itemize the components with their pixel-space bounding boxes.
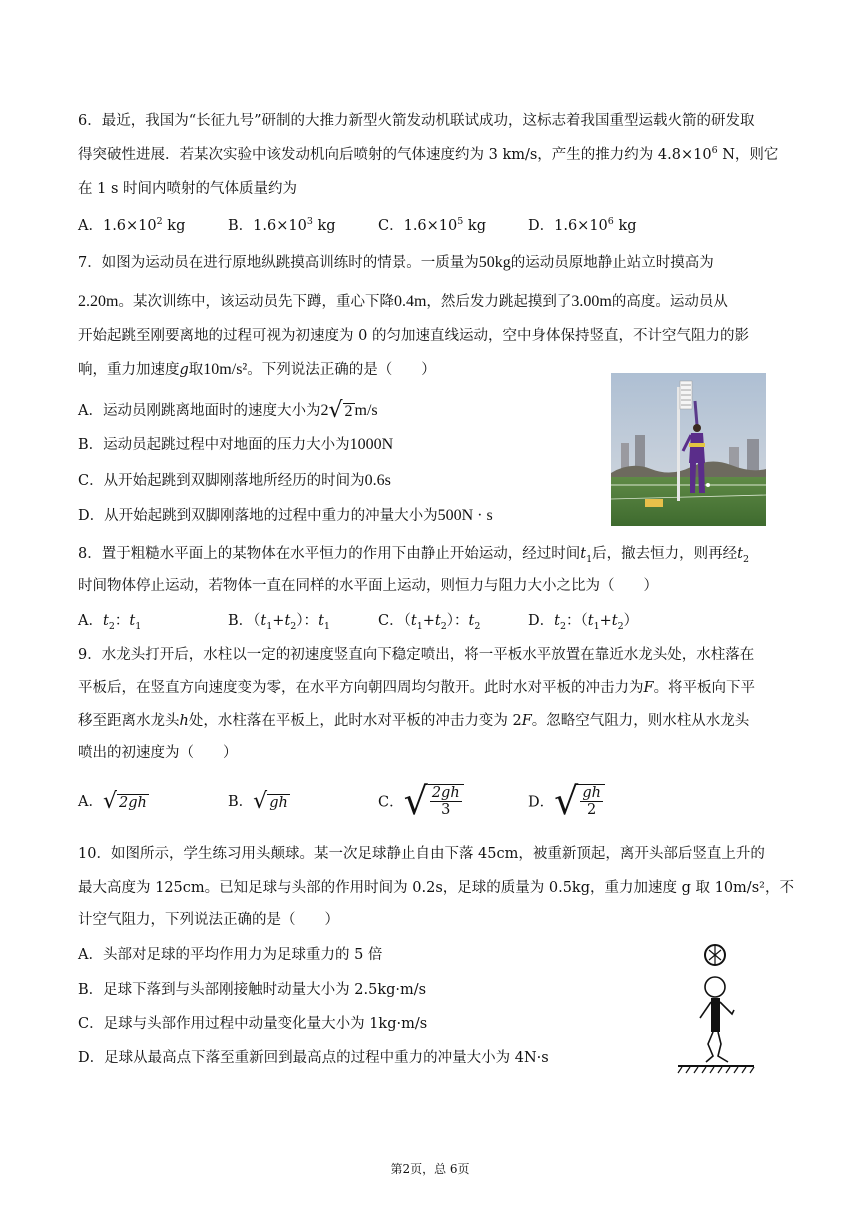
q6-option-a: A．$1.6\times 10^2$ kg (78, 216, 186, 234)
q7-line2: 2.20m。某次训练中，该运动员先下蹲，重心下降0.4m，然后发力跳起摸到了3.00m的高度。运动员从 (78, 293, 728, 310)
q7-option-c: C．从开始起跳到双脚刚落地所经历的时间为0.6s (78, 472, 391, 489)
q6-line2: 得突破性进展．若某次实验中该发动机向后喷射的气体速度约为 3 km/s，产生的推力约为 $4.8\times 10^6$ N，则它 (78, 145, 779, 163)
q10-line3: 计空气阻力，下列说法正确的是（ ） (78, 912, 339, 928)
q8-option-b: B．$(t_1+t_2)$：$t_1$ (228, 613, 330, 632)
q6-option-c: C．$1.6\times 10^5$ kg (378, 216, 486, 234)
q9-option-b: B．√ gh (228, 789, 288, 814)
q9-line1: 9．水龙头打开后，水柱以一定的初速度竖直向下稳定喷出，将一平板水平放置在靠近水龙头处，水柱落在 (78, 647, 755, 663)
q9-option-d: D．√ $\frac{gh}{2}$ (528, 782, 605, 820)
q7-line1: 7．如图为运动员在进行原地纵跳摸高训练时的情景。一质量为50kg的运动员原地静止站立时摸高为 (78, 254, 714, 271)
q10-option-a: A．头部对足球的平均作用力为足球重力的 5 倍 (78, 947, 383, 963)
q8-option-c: C．$(t_1+t_2)$：$t_2$ (378, 613, 481, 632)
heading-ball-figure (676, 940, 756, 1075)
q6-option-b: B．$1.6\times 10^3$ kg (228, 216, 336, 234)
page-footer: 第2页，总 6页 (390, 1162, 470, 1176)
q7-option-a: A．运动员刚跳离地面时的速度大小为2√ 2 m/s (78, 398, 378, 423)
q10-option-d: D．足球从最高点下落至重新回到最高点的过程中重力的冲量大小为 4N·s (78, 1050, 549, 1066)
q8-option-a: A．$t_2$：$t_1$ (78, 613, 142, 632)
q10-option-b: B．足球下落到与头部刚接触时动量大小为 2.5kg·m/s (78, 982, 427, 998)
q9-option-c: C．√ $\frac{2gh}{3}$ (378, 782, 464, 820)
q7-option-b: B．运动员起跳过程中对地面的压力大小为1000N (78, 436, 394, 453)
q9-line2: 平板后，在竖直方向速度变为零，在水平方向朝四周均匀散开。此时水对平板的冲击力为F。将平板向下平 (78, 680, 756, 696)
athlete-jump-photo (611, 373, 766, 526)
q10-option-c: C．足球与头部作用过程中动量变化量大小为 1kg·m/s (78, 1016, 428, 1032)
q8-line2: 时间物体停止运动，若物体一直在同样的水平面上运动，则恒力与阻力大小之比为（ ） (78, 578, 658, 594)
q8-line1: 8．置于粗糙水平面上的某物体在水平恒力的作用下由静止开始运动，经过时间$t_1$后，撤去恒力，则再经$t_2$ (78, 546, 749, 565)
q6-line3: 在 1 s 时间内喷射的气体质量约为 (78, 181, 297, 197)
q9-option-a: A．√ 2gh (78, 789, 147, 814)
q7-line3: 开始起跳至刚要离地的过程可视为初速度为 0 的匀加速直线运动，空中身体保持竖直，不计空气阻力的影 (78, 328, 749, 344)
q10-line1: 10．如图所示，学生练习用头颠球。某一次足球静止自由下落 45cm，被重新顶起，离开头部后竖直上升的 (78, 846, 765, 862)
q9-line3: 移至距离水龙头h处，水柱落在平板上，此时水对平板的冲击力变为 2F。忽略空气阻力，则水柱从水龙头 (78, 713, 750, 729)
q7-option-d: D．从开始起跳到双脚刚落地的过程中重力的冲量大小为500N · s (78, 507, 493, 524)
q10-line2: 最大高度为 125cm。已知足球与头部的作用时间为 0.2s，足球的质量为 0.5kg，重力加速度 g 取 10m/s²，不 (78, 880, 794, 896)
q6-option-d: D．$1.6\times 10^6$ kg (528, 216, 637, 234)
q9-line4: 喷出的初速度为（ ） (78, 745, 238, 761)
q8-option-d: D．$t_2$：$(t_1+t_2)$ (528, 613, 639, 632)
q7-line4: 响，重力加速度g取10m/s²。下列说法正确的是（ ） (78, 361, 436, 378)
q6-line1: 6．最近，我国为“长征九号”研制的大推力新型火箭发动机联试成功，这标志着我国重型运载火箭的研发取 (78, 113, 755, 129)
sqrt-symbol: √ 2 (328, 398, 353, 423)
